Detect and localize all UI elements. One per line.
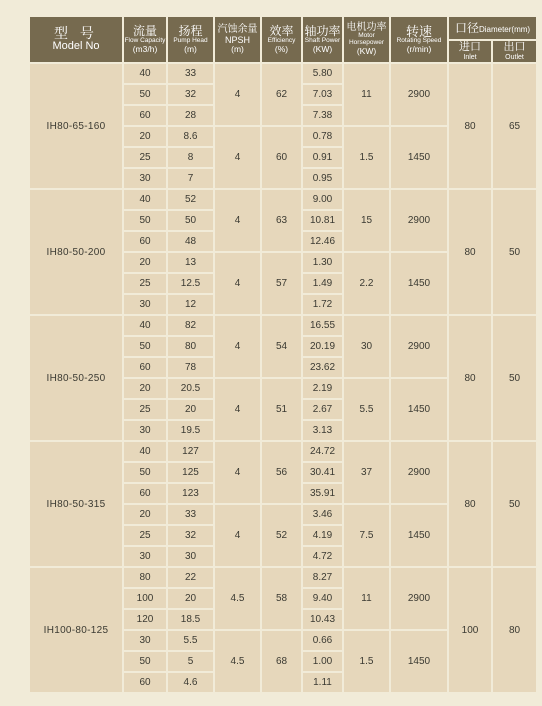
- header-inlet-en: Inlet: [463, 53, 477, 61]
- flow-cell: 50: [124, 85, 166, 104]
- head-cell: 5.5: [168, 631, 213, 650]
- flow-cell: 60: [124, 673, 166, 692]
- flow-cell: 50: [124, 211, 166, 230]
- shaft-power-cell: 4.19: [303, 526, 342, 545]
- header-model: [30, 17, 122, 62]
- efficiency-cell: 68: [262, 631, 301, 692]
- npsh-cell: 4: [215, 316, 260, 377]
- head-cell: 123: [168, 484, 213, 503]
- npsh-cell: 4: [215, 64, 260, 125]
- npsh-cell: 4.5: [215, 631, 260, 692]
- shaft-power-cell: 4.72: [303, 547, 342, 566]
- header-outlet-en: Outlet: [505, 53, 524, 61]
- efficiency-cell: 58: [262, 568, 301, 629]
- flow-cell: 30: [124, 631, 166, 650]
- shaft-power-cell: 8.27: [303, 568, 342, 587]
- efficiency-cell: 51: [262, 379, 301, 440]
- head-cell: 22: [168, 568, 213, 587]
- efficiency-cell: 60: [262, 127, 301, 188]
- motor-power-cell: 37: [344, 442, 389, 503]
- header-outlet: [493, 41, 536, 62]
- head-cell: 19.5: [168, 421, 213, 440]
- motor-power-cell: 2.2: [344, 253, 389, 314]
- npsh-cell: 4.5: [215, 568, 260, 629]
- inlet-cell: 80: [449, 190, 491, 314]
- flow-cell: 25: [124, 148, 166, 167]
- outlet-cell: 65: [493, 64, 536, 188]
- flow-cell: 40: [124, 316, 166, 335]
- head-cell: 18.5: [168, 610, 213, 629]
- header-diameter: [449, 17, 536, 39]
- shaft-power-cell: 1.11: [303, 673, 342, 692]
- head-cell: 33: [168, 505, 213, 524]
- header-efficiency: [262, 17, 301, 62]
- motor-power-cell: 11: [344, 568, 389, 629]
- header-head: [168, 17, 213, 62]
- motor-power-cell: 7.5: [344, 505, 389, 566]
- header-speed-unit: (r/min): [406, 44, 432, 55]
- flow-cell: 60: [124, 106, 166, 125]
- header-efficiency-unit: (%): [274, 43, 289, 54]
- header-npsh: [215, 17, 260, 62]
- header-npsh-en: NPSH: [224, 34, 250, 45]
- inlet-cell: 80: [449, 316, 491, 440]
- speed-cell: 1450: [391, 379, 447, 440]
- flow-cell: 25: [124, 274, 166, 293]
- header-diameter-en: Diameter(mm): [478, 24, 531, 34]
- flow-cell: 30: [124, 421, 166, 440]
- model-name-cell: IH80-50-200: [30, 190, 122, 314]
- header-head-unit: (m): [184, 43, 197, 54]
- speed-cell: 1450: [391, 127, 447, 188]
- head-cell: 5: [168, 652, 213, 671]
- motor-power-cell: 1.5: [344, 127, 389, 188]
- head-cell: 20: [168, 589, 213, 608]
- speed-cell: 2900: [391, 568, 447, 629]
- header-flow: [124, 17, 166, 62]
- flow-cell: 25: [124, 400, 166, 419]
- head-cell: 28: [168, 106, 213, 125]
- header-shaft-power-cn: 轴功率: [304, 24, 341, 39]
- flow-cell: 20: [124, 379, 166, 398]
- flow-cell: 100: [124, 589, 166, 608]
- inlet-cell: 100: [449, 568, 491, 692]
- shaft-power-cell: 16.55: [303, 316, 342, 335]
- shaft-power-cell: 9.40: [303, 589, 342, 608]
- flow-cell: 50: [124, 463, 166, 482]
- flow-cell: 50: [124, 652, 166, 671]
- header-diameter-cn: 口径: [454, 20, 479, 35]
- motor-power-cell: 11: [344, 64, 389, 125]
- head-cell: 12.5: [168, 274, 213, 293]
- shaft-power-cell: 1.30: [303, 253, 342, 272]
- shaft-power-cell: 3.46: [303, 505, 342, 524]
- flow-cell: 20: [124, 127, 166, 146]
- head-cell: 127: [168, 442, 213, 461]
- shaft-power-cell: 3.13: [303, 421, 342, 440]
- shaft-power-cell: 0.95: [303, 169, 342, 188]
- head-cell: 12: [168, 295, 213, 314]
- header-model-cn: 型 号: [54, 25, 98, 42]
- header-motor-power-cn: 电机功率: [346, 21, 387, 33]
- flow-cell: 40: [124, 442, 166, 461]
- shaft-power-cell: 12.46: [303, 232, 342, 251]
- flow-cell: 30: [124, 547, 166, 566]
- speed-cell: 2900: [391, 316, 447, 377]
- head-cell: 82: [168, 316, 213, 335]
- header-flow-cn: 流量: [132, 24, 157, 39]
- npsh-cell: 4: [215, 253, 260, 314]
- header-flow-en: Flow Capacity: [124, 36, 166, 44]
- head-cell: 20.5: [168, 379, 213, 398]
- shaft-power-cell: 7.03: [303, 85, 342, 104]
- header-efficiency-cn: 效率: [269, 24, 294, 39]
- head-cell: 4.6: [168, 673, 213, 692]
- table-body: [30, 64, 536, 692]
- flow-cell: 30: [124, 169, 166, 188]
- shaft-power-cell: 7.38: [303, 106, 342, 125]
- shaft-power-cell: 10.43: [303, 610, 342, 629]
- shaft-power-cell: 20.19: [303, 337, 342, 356]
- head-cell: 13: [168, 253, 213, 272]
- efficiency-cell: 52: [262, 505, 301, 566]
- header-motor-power-en1: Motor: [358, 32, 375, 40]
- head-cell: 80: [168, 337, 213, 356]
- header-shaft-power-unit: (KW): [312, 43, 333, 54]
- shaft-power-cell: 24.72: [303, 442, 342, 461]
- model-name-cell: IH80-50-315: [30, 442, 122, 566]
- flow-cell: 60: [124, 358, 166, 377]
- header-speed-en: Rotating Speed: [396, 37, 442, 45]
- speed-cell: 2900: [391, 190, 447, 251]
- header-speed: [391, 17, 447, 62]
- head-cell: 50: [168, 211, 213, 230]
- flow-cell: 120: [124, 610, 166, 629]
- model-name-cell: IH80-65-160: [30, 64, 122, 188]
- header-motor-power-en2: Horsepower: [348, 39, 385, 47]
- flow-cell: 30: [124, 295, 166, 314]
- outlet-cell: 50: [493, 190, 536, 314]
- shaft-power-cell: 23.62: [303, 358, 342, 377]
- flow-cell: 40: [124, 190, 166, 209]
- flow-cell: 80: [124, 568, 166, 587]
- speed-cell: 1450: [391, 505, 447, 566]
- flow-cell: 20: [124, 253, 166, 272]
- efficiency-cell: 57: [262, 253, 301, 314]
- head-cell: 32: [168, 85, 213, 104]
- npsh-cell: 4: [215, 127, 260, 188]
- table-row: [30, 190, 536, 209]
- npsh-cell: 4: [215, 190, 260, 251]
- shaft-power-cell: 30.41: [303, 463, 342, 482]
- speed-cell: 1450: [391, 253, 447, 314]
- inlet-cell: 80: [449, 64, 491, 188]
- table-row: [30, 316, 536, 335]
- efficiency-cell: 63: [262, 190, 301, 251]
- motor-power-cell: 1.5: [344, 631, 389, 692]
- shaft-power-cell: 0.66: [303, 631, 342, 650]
- header-model-en: Model No: [52, 40, 100, 53]
- head-cell: 33: [168, 64, 213, 83]
- flow-cell: 60: [124, 232, 166, 251]
- header-inlet-cn: 进口: [459, 41, 481, 54]
- head-cell: 48: [168, 232, 213, 251]
- efficiency-cell: 56: [262, 442, 301, 503]
- header-speed-cn: 转速: [405, 23, 432, 39]
- shaft-power-cell: 2.19: [303, 379, 342, 398]
- header-npsh-unit: (m): [231, 44, 244, 54]
- header-inlet: [449, 41, 491, 62]
- outlet-cell: 50: [493, 316, 536, 440]
- table-row: [30, 64, 536, 83]
- shaft-power-cell: 0.91: [303, 148, 342, 167]
- outlet-cell: 50: [493, 442, 536, 566]
- header-outlet-cn: 出口: [503, 41, 526, 54]
- header-efficiency-en: Efficiency: [267, 36, 296, 44]
- pump-performance-table: [28, 15, 538, 694]
- model-name-cell: IH80-50-250: [30, 316, 122, 440]
- header-head-en: Pump Head: [173, 36, 208, 44]
- head-cell: 52: [168, 190, 213, 209]
- flow-cell: 25: [124, 526, 166, 545]
- shaft-power-cell: 1.00: [303, 652, 342, 671]
- flow-cell: 50: [124, 337, 166, 356]
- shaft-power-cell: 1.49: [303, 274, 342, 293]
- flow-cell: 60: [124, 484, 166, 503]
- header-head-cn: 扬程: [178, 24, 203, 39]
- shaft-power-cell: 10.81: [303, 211, 342, 230]
- shaft-power-cell: 5.80: [303, 64, 342, 83]
- efficiency-cell: 62: [262, 64, 301, 125]
- header-motor-power-unit: (KW): [356, 46, 377, 57]
- pump-spec-sheet: [28, 15, 531, 694]
- efficiency-cell: 54: [262, 316, 301, 377]
- speed-cell: 2900: [391, 442, 447, 503]
- npsh-cell: 4: [215, 505, 260, 566]
- head-cell: 125: [168, 463, 213, 482]
- motor-power-cell: 30: [344, 316, 389, 377]
- header-npsh-cn: 汽蚀余量: [217, 24, 258, 36]
- motor-power-cell: 15: [344, 190, 389, 251]
- head-cell: 30: [168, 547, 213, 566]
- shaft-power-cell: 0.78: [303, 127, 342, 146]
- shaft-power-cell: 35.91: [303, 484, 342, 503]
- motor-power-cell: 5.5: [344, 379, 389, 440]
- model-name-cell: IH100-80-125: [30, 568, 122, 692]
- head-cell: 20: [168, 400, 213, 419]
- head-cell: 78: [168, 358, 213, 377]
- speed-cell: 2900: [391, 64, 447, 125]
- inlet-cell: 80: [449, 442, 491, 566]
- header-flow-unit: (m3/h): [132, 43, 158, 54]
- npsh-cell: 4: [215, 379, 260, 440]
- header-motor-power: [344, 17, 389, 62]
- head-cell: 8.6: [168, 127, 213, 146]
- speed-cell: 1450: [391, 631, 447, 692]
- head-cell: 7: [168, 169, 213, 188]
- outlet-cell: 80: [493, 568, 536, 692]
- header-shaft-power-en: Shaft Power: [304, 36, 341, 44]
- shaft-power-cell: 1.72: [303, 295, 342, 314]
- shaft-power-cell: 9.00: [303, 190, 342, 209]
- head-cell: 8: [168, 148, 213, 167]
- table-row: [30, 442, 536, 461]
- flow-cell: 40: [124, 64, 166, 83]
- shaft-power-cell: 2.67: [303, 400, 342, 419]
- table-row: [30, 568, 536, 587]
- header-shaft-power: [303, 17, 342, 62]
- flow-cell: 20: [124, 505, 166, 524]
- head-cell: 32: [168, 526, 213, 545]
- npsh-cell: 4: [215, 442, 260, 503]
